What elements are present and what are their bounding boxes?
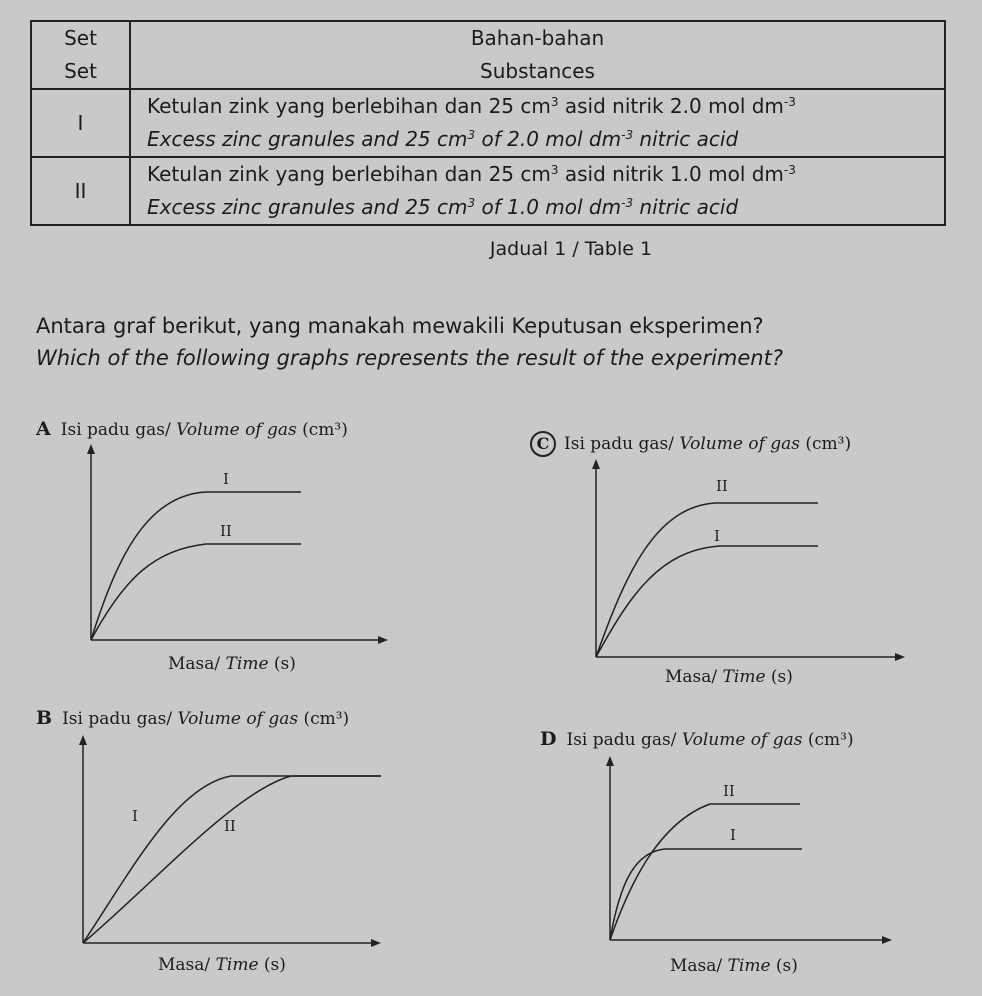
- curve-upper-label: I: [223, 470, 229, 488]
- curve-lower-label: I: [730, 826, 736, 844]
- curve-lower-label: II: [220, 522, 232, 540]
- header-set-en: Set: [64, 59, 97, 83]
- substance-en: Excess zinc granules and 25 $cm^3$ of 1.0 mol $dm^{-3}$ nitric acid: [147, 195, 739, 219]
- table-row: [31, 89, 945, 157]
- x-axis-arrow: [882, 936, 892, 944]
- curve-upper-label: II: [716, 477, 728, 495]
- y-axis-arrow: [87, 444, 95, 454]
- set-cell: I: [31, 89, 130, 157]
- question: [36, 310, 783, 374]
- table-header-row: [31, 21, 945, 89]
- graph-a-ylabel: A Isi padu gas/ Volume of gas (cm³): [36, 418, 348, 440]
- set-cell: II: [31, 157, 130, 225]
- question-en: Which of the following graphs represents the result of the experiment?: [36, 346, 783, 370]
- y-axis-arrow: [79, 735, 87, 745]
- graph-c-ylabel: C Isi padu gas/ Volume of gas (cm³): [530, 431, 851, 457]
- substance-cell: [130, 157, 945, 225]
- curve-lower-label: II: [224, 817, 236, 835]
- curve-lower-label: I: [714, 527, 720, 545]
- substance-ms: Ketulan zink yang berlebihan dan 25 $cm^3$ asid nitrik 1.0 mol $dm^{-3}$: [147, 162, 796, 186]
- graph-d-plot: [540, 752, 940, 962]
- header-substances-cell: [130, 21, 945, 89]
- curve-upper-label: II: [723, 782, 735, 800]
- graph-d-ylabel: D Isi padu gas/ Volume of gas (cm³): [540, 728, 854, 750]
- x-axis-arrow: [371, 939, 381, 947]
- graph-option-c[interactable]: [530, 425, 930, 690]
- substance-cell: [130, 89, 945, 157]
- y-axis-arrow: [592, 459, 600, 469]
- graph-option-d[interactable]: [540, 728, 940, 988]
- curve-lower: [610, 849, 802, 940]
- curve-upper: [610, 804, 800, 940]
- graph-option-b[interactable]: [36, 703, 416, 983]
- graph-a-plot: [36, 440, 416, 680]
- substances-table-wrapper: [30, 20, 946, 226]
- graph-b-xlabel: Masa/ Time (s): [158, 955, 286, 975]
- curve-lower: [596, 546, 818, 657]
- graph-c-plot: [530, 455, 930, 685]
- y-axis-arrow: [606, 756, 614, 766]
- header-substances-ms: Bahan-bahan: [470, 26, 605, 50]
- curve-upper-label: I: [132, 807, 138, 825]
- header-set-cell: [31, 21, 130, 89]
- curve-lower: [83, 776, 381, 943]
- substances-table: [30, 20, 946, 226]
- substance-en: Excess zinc granules and 25 $cm^3$ of 2.0 mol $dm^{-3}$ nitric acid: [147, 127, 739, 151]
- header-set-ms: Set: [64, 26, 97, 50]
- curve-upper: [596, 503, 818, 657]
- curve-upper: [91, 492, 301, 640]
- graph-option-a[interactable]: [36, 410, 416, 680]
- table-caption: Jadual 1 / Table 1: [489, 238, 653, 260]
- x-axis-arrow: [378, 636, 388, 644]
- substance-ms: Ketulan zink yang berlebihan dan 25 $cm^3$ asid nitrik 2.0 mol $dm^{-3}$: [147, 94, 796, 118]
- graph-b-ylabel: B Isi padu gas/ Volume of gas (cm³): [36, 707, 350, 729]
- header-substances-en: Substances: [480, 59, 595, 83]
- graph-d-xlabel: Masa/ Time (s): [670, 956, 798, 976]
- question-ms: Antara graf berikut, yang manakah mewakili Keputusan eksperimen?: [36, 314, 764, 338]
- graph-b-plot: [36, 731, 416, 971]
- curve-upper: [83, 776, 381, 943]
- graph-a-xlabel: Masa/ Time (s): [168, 654, 296, 674]
- graph-c-xlabel: Masa/ Time (s): [665, 667, 793, 687]
- table-row: [31, 157, 945, 225]
- x-axis-arrow: [895, 653, 905, 661]
